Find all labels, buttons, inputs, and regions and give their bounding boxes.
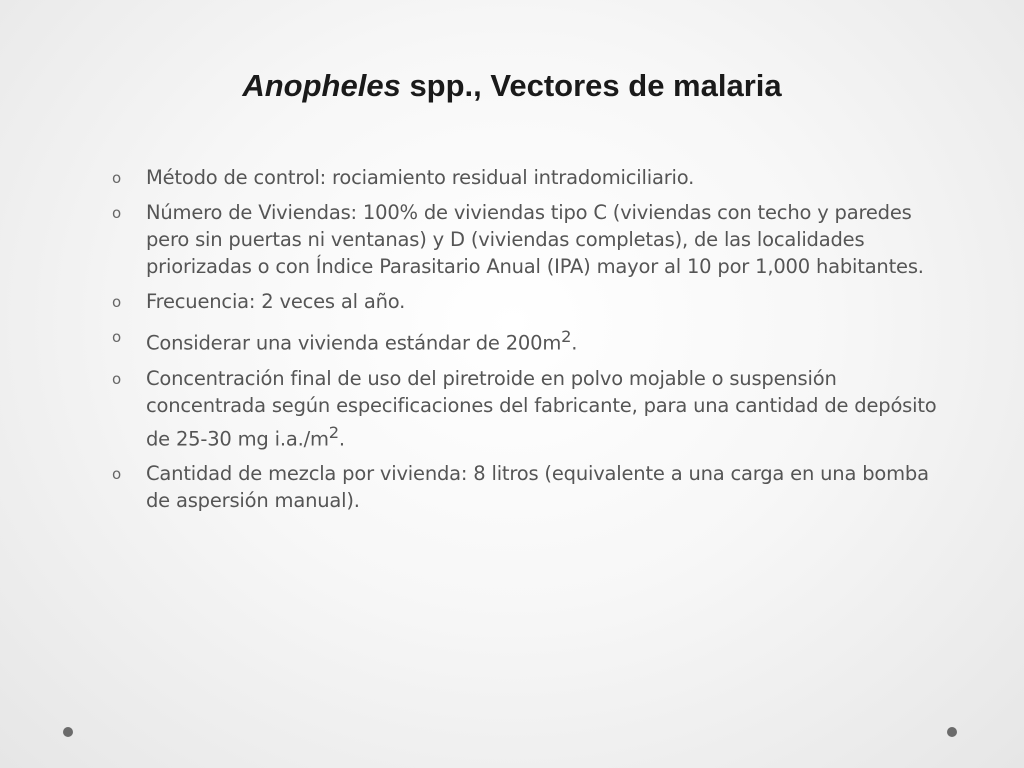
decorative-dot-left-icon — [63, 727, 73, 737]
decorative-dot-right-icon — [947, 727, 957, 737]
superscript: 2 — [328, 422, 339, 442]
bullet-tail: . — [571, 331, 578, 355]
bullet-item — [112, 199, 952, 280]
bullet-marker-icon: o — [112, 369, 121, 388]
bullet-marker-icon: o — [112, 328, 121, 346]
bullet-text: Método de control: rociamiento residual intradomiciliario. — [146, 166, 695, 189]
bullet-item — [112, 164, 952, 191]
bullet-item — [112, 460, 952, 514]
bullet-text: Considerar una vivienda estándar de 200m — [146, 331, 562, 355]
bullet-item — [112, 365, 952, 453]
bullet-item — [112, 288, 952, 315]
title-italic-genus: Anopheles — [242, 68, 401, 103]
superscript: 2 — [561, 327, 572, 346]
slide-title — [0, 66, 1024, 106]
bullet-text: Concentración final de uso del piretroide en polvo mojable o suspensión concentrada según especificaciones del fabricante, para una cantidad de depósito de 25-30 mg i.a./m — [146, 366, 937, 450]
bullet-marker-icon: o — [112, 293, 121, 311]
bullet-marker-icon: o — [112, 169, 121, 187]
bullet-list — [112, 164, 952, 522]
bullet-tail: . — [338, 427, 345, 450]
bullet-text: Cantidad de mezcla por vivienda: 8 litros (equivalente a una carga en una bomba de aspersión manual). — [146, 462, 929, 512]
bullet-marker-icon: o — [112, 204, 121, 222]
bullet-text: Frecuencia: 2 veces al año. — [146, 290, 406, 313]
bullet-marker-icon: o — [112, 465, 121, 483]
bullet-item — [112, 323, 952, 357]
bullet-text: Número de Viviendas: 100% de viviendas tipo C (viviendas con techo y paredes pero sin puertas ni ventanas) y D (viviendas completas), de las localidades priorizadas o con Índice Parasitario Anual (IPA) mayor al 10 por 1,000 habitantes. — [146, 201, 924, 278]
title-text: spp., Vectores de malaria — [400, 68, 782, 103]
